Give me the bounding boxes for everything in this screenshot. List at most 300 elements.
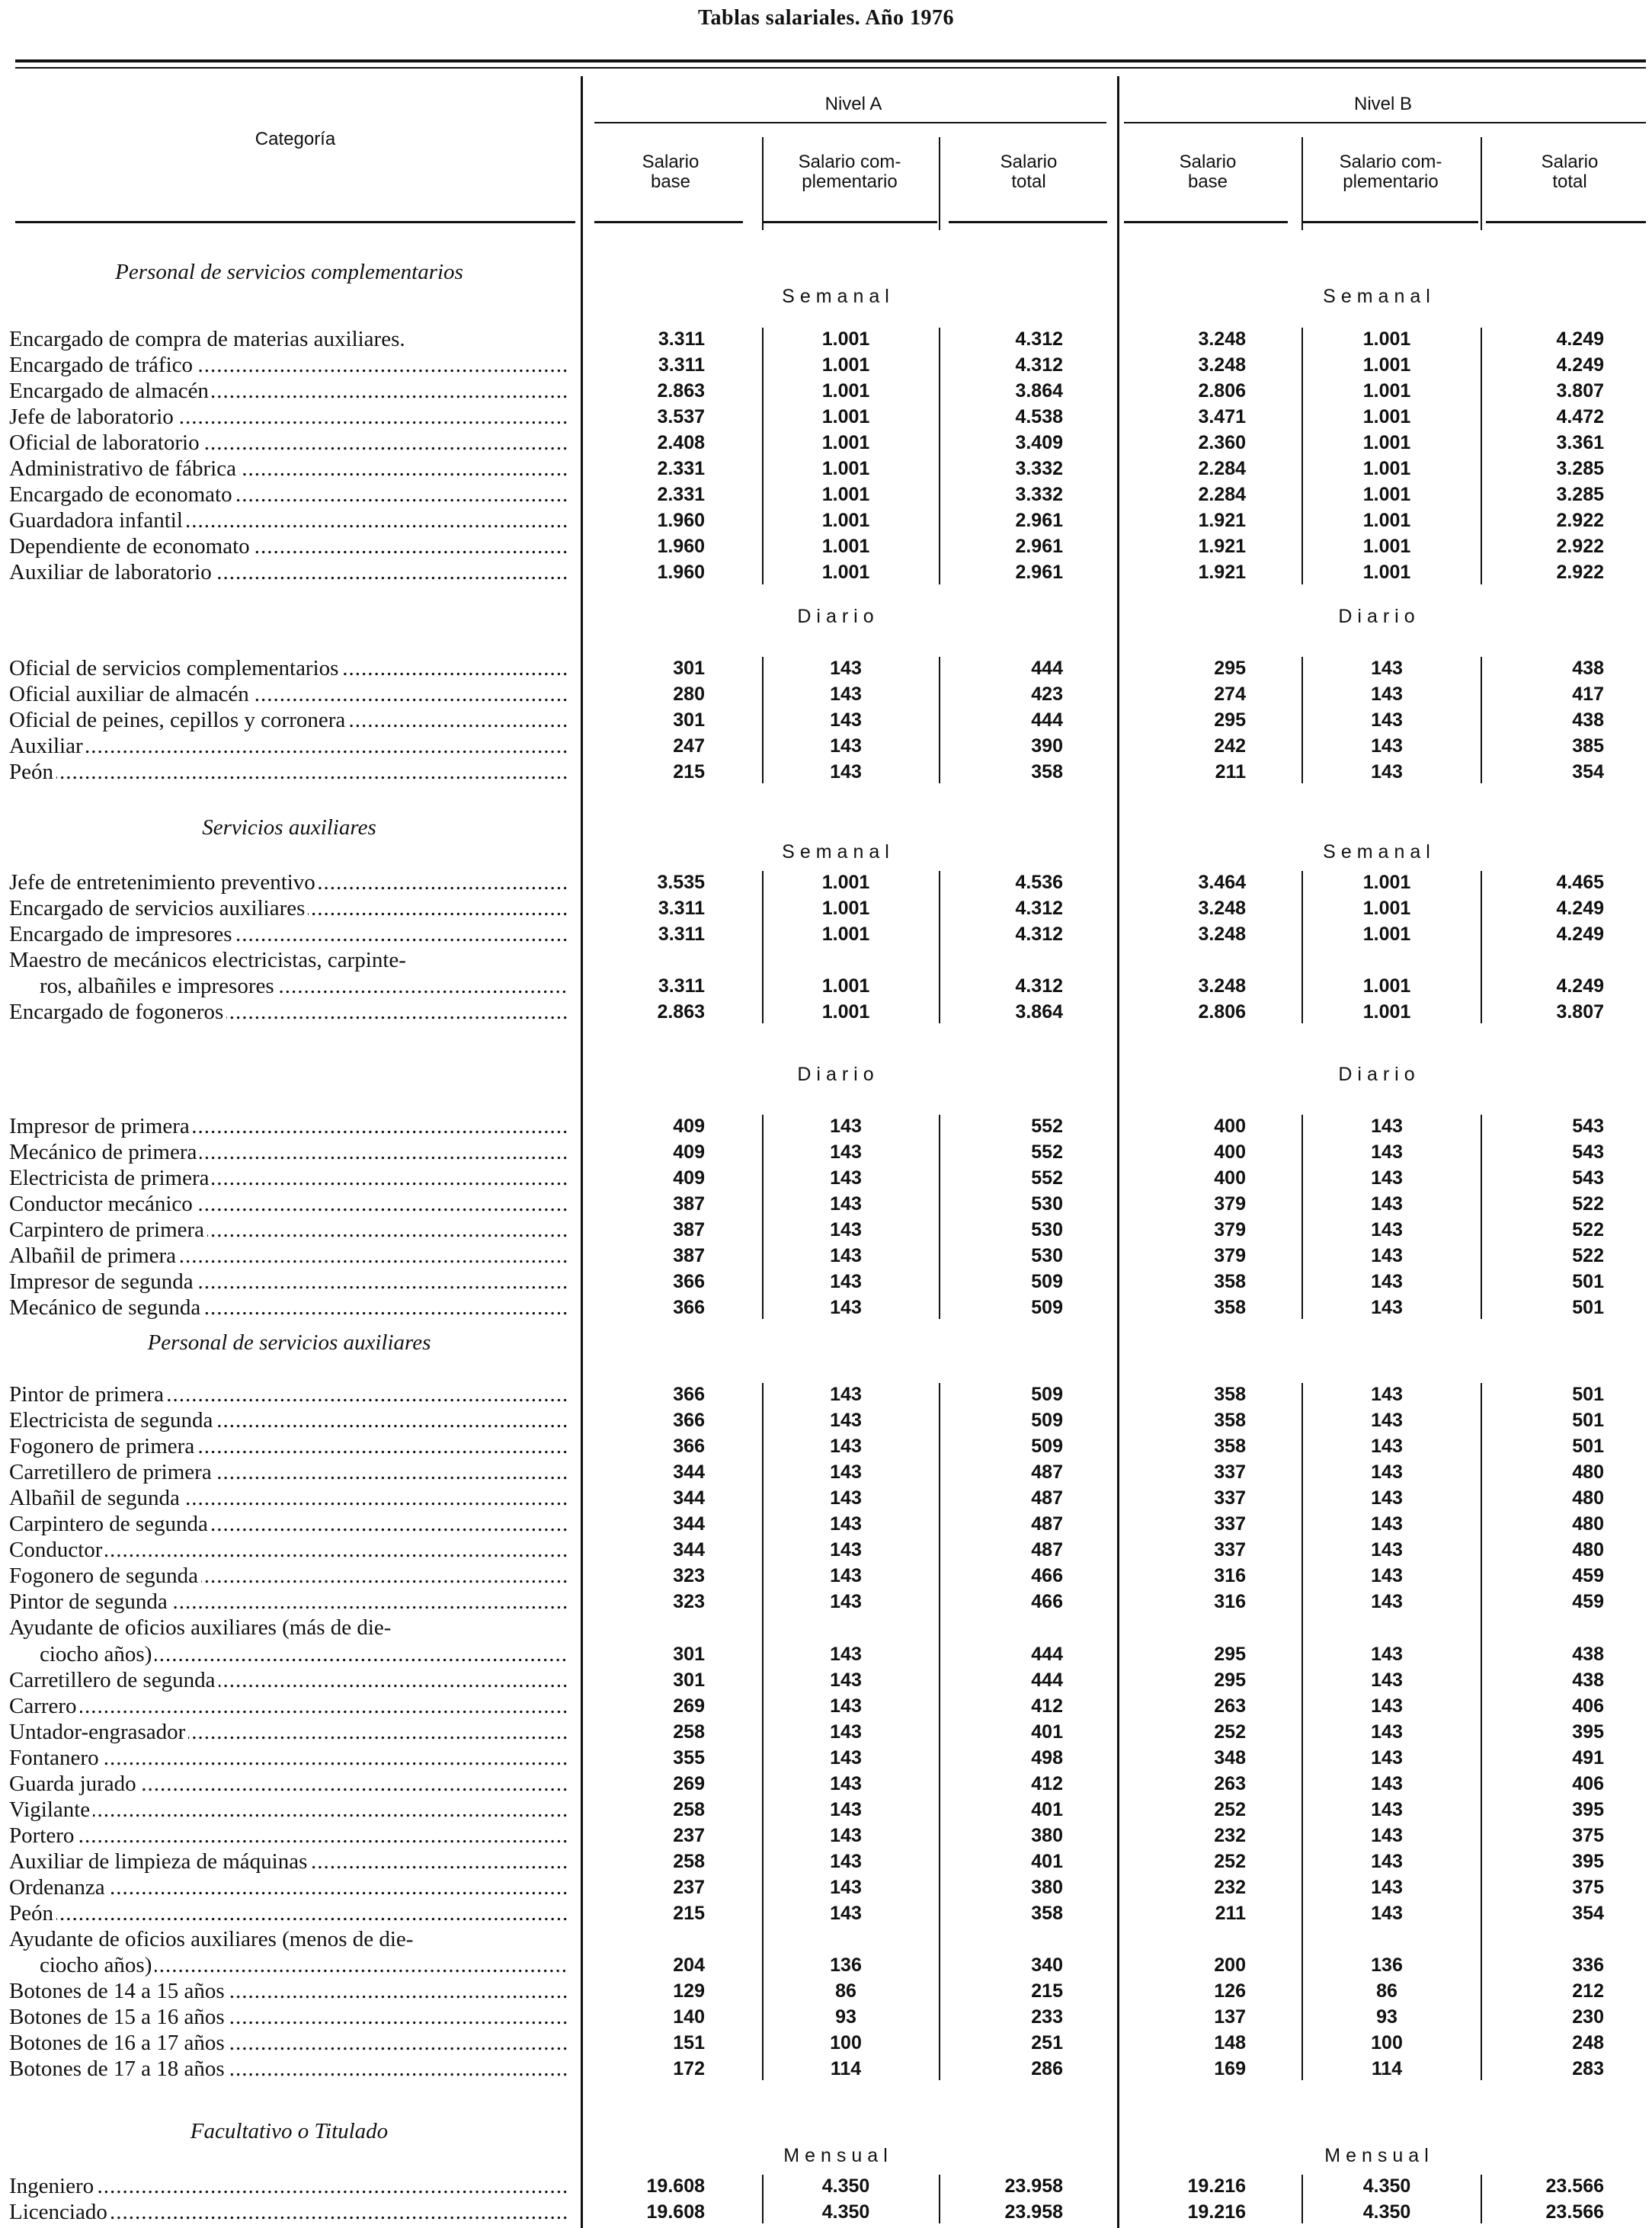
nivel-a-base-value: 301 xyxy=(673,658,705,679)
nivel-a-complementario-value: 1.001 xyxy=(821,898,870,920)
nivel-a-total-value: 2.961 xyxy=(1015,536,1063,558)
column-divider xyxy=(939,1115,940,1319)
nivel-b-total-value: 3.285 xyxy=(1556,458,1604,480)
category-label: Carretillero de segunda xyxy=(9,1668,219,1692)
nivel-b-base-value: 252 xyxy=(1214,1850,1246,1872)
table-row xyxy=(0,1745,1652,1771)
nivel-a-complementario-value: 1.001 xyxy=(821,924,870,946)
nivel-b-total-value: 491 xyxy=(1572,1746,1604,1769)
category-label: Auxiliar de limpieza de máquinas xyxy=(9,1849,310,1874)
table-row xyxy=(0,895,1652,921)
category-label: Fogonero de primera xyxy=(9,1434,197,1458)
nivel-a-base-value: 237 xyxy=(673,1824,705,1846)
nivel-b-complementario-value: 143 xyxy=(1371,1487,1403,1509)
nivel-b-total-value: 459 xyxy=(1572,1565,1604,1587)
table-row xyxy=(0,1926,1652,1952)
category-label: Mecánico de segunda xyxy=(9,1295,203,1320)
nivel-b-complementario-value: 1.001 xyxy=(1362,432,1411,454)
nivel-b-total-value: 3.285 xyxy=(1556,484,1604,506)
nivel-b-complementario-value: 143 xyxy=(1371,1772,1403,1794)
category-cell xyxy=(9,921,569,947)
header-bottom-rule xyxy=(1303,221,1478,223)
nivel-a-base-value: 323 xyxy=(673,1591,705,1613)
nivel-a-complementario-value: 4.350 xyxy=(821,2201,870,2223)
nivel-a-base-value: 301 xyxy=(673,1669,705,1691)
header-col-divider xyxy=(1481,137,1482,230)
nivel-a-total-value: 390 xyxy=(1031,735,1063,757)
nivel-b-base-value: 263 xyxy=(1214,1695,1246,1717)
nivel-b-total-value: 375 xyxy=(1572,1824,1604,1846)
header-bottom-rule xyxy=(15,221,575,223)
nivel-b-total-value: 417 xyxy=(1572,683,1604,706)
nivel-b-total-value: 438 xyxy=(1572,1643,1604,1665)
table-row xyxy=(0,2173,1652,2199)
category-cell xyxy=(9,681,569,707)
nivel-b-base-value: 263 xyxy=(1214,1772,1246,1794)
period-label-nivel-b: Mensual xyxy=(1324,2145,1434,2166)
category-cell xyxy=(9,1459,569,1485)
category-label: Fogonero de segunda xyxy=(9,1564,201,1588)
nivel-b-complementario-value: 143 xyxy=(1371,1245,1403,1267)
header-a-complementario: Salario com- plementario xyxy=(798,152,901,192)
table-row xyxy=(0,1771,1652,1797)
nivel-a-base-value: 344 xyxy=(673,1461,705,1484)
nivel-a-complementario-value: 143 xyxy=(830,683,862,706)
nivel-b-complementario-value: 143 xyxy=(1371,1850,1403,1872)
column-divider xyxy=(939,328,940,584)
category-cell xyxy=(9,1433,569,1459)
nivel-b-complementario-value: 143 xyxy=(1371,1591,1403,1613)
top-rule xyxy=(15,59,1646,62)
nivel-b-complementario-value: 1.001 xyxy=(1362,872,1411,893)
nivel-b-complementario-value: 143 xyxy=(1371,1876,1403,1898)
nivel-a-complementario-value: 143 xyxy=(830,1876,862,1898)
section-title: Servicios auxiliares xyxy=(202,815,376,840)
nivel-b-total-value: 406 xyxy=(1572,1772,1604,1794)
category-label: Botones de 15 a 16 años xyxy=(9,2005,228,2029)
category-cell xyxy=(9,1381,569,1407)
section-title: Personal de servicios complementarios xyxy=(115,260,463,284)
nivel-b-complementario-value: 1.001 xyxy=(1362,1001,1411,1023)
nivel-a-complementario-value: 1.001 xyxy=(821,328,870,350)
nivel-a-complementario-value: 93 xyxy=(835,2006,856,2028)
nivel-a-complementario-value: 1.001 xyxy=(821,536,870,558)
page-title: Tablas salariales. Año 1976 xyxy=(697,6,955,30)
nivel-a-base-value: 3.537 xyxy=(657,406,705,428)
table-row xyxy=(0,1269,1652,1295)
nivel-b-total-value: 283 xyxy=(1572,2058,1604,2080)
nivel-a-base-value: 2.331 xyxy=(657,484,705,506)
nivel-b-base-value: 3.464 xyxy=(1198,872,1246,893)
column-divider xyxy=(1301,2175,1303,2223)
nivel-a-total-value: 233 xyxy=(1031,2006,1063,2028)
nivel-b-complementario-value: 114 xyxy=(1371,2058,1403,2080)
nivel-b-base-value: 126 xyxy=(1214,1980,1246,2002)
nivel-b-total-value: 438 xyxy=(1572,1669,1604,1691)
period-label-nivel-a: Mensual xyxy=(783,2145,893,2166)
nivel-b-complementario-value: 143 xyxy=(1371,658,1403,679)
nivel-b-base-value: 232 xyxy=(1214,1824,1246,1846)
table-row xyxy=(0,733,1652,759)
nivel-b-total-value: 4.249 xyxy=(1556,354,1604,376)
nivel-b-total-value: 543 xyxy=(1572,1141,1604,1164)
nivel-b-total-value: 501 xyxy=(1572,1271,1604,1293)
nivel-a-complementario-value: 143 xyxy=(830,1798,862,1820)
nivel-a-complementario-value: 100 xyxy=(830,2032,862,2054)
header-nivel-b: Nivel B xyxy=(1353,94,1413,114)
nivel-b-base-value: 295 xyxy=(1214,1643,1246,1665)
nivel-a-complementario-value: 143 xyxy=(830,1824,862,1846)
nivel-b-complementario-value: 143 xyxy=(1371,709,1403,731)
category-cell xyxy=(9,2056,569,2082)
nivel-b-total-value: 4.465 xyxy=(1556,872,1604,893)
table-row xyxy=(0,430,1652,456)
nivel-a-complementario-value: 1.001 xyxy=(821,562,870,584)
nivel-a-base-value: 280 xyxy=(673,683,705,706)
nivel-a-total-value: 530 xyxy=(1031,1219,1063,1241)
nivel-b-rule xyxy=(1124,122,1646,123)
category-label: Pintor de primera xyxy=(9,1382,167,1407)
nivel-a-base-value: 366 xyxy=(673,1271,705,1293)
category-label: Encargado de servicios auxiliares xyxy=(9,896,308,920)
category-label: Jefe de laboratorio xyxy=(9,405,177,429)
nivel-a-total-value: 2.961 xyxy=(1015,510,1063,532)
nivel-b-total-value: 543 xyxy=(1572,1116,1604,1137)
nivel-b-base-value: 169 xyxy=(1214,2058,1246,2080)
table-row xyxy=(0,326,1652,352)
nivel-b-total-value: 438 xyxy=(1572,658,1604,679)
category-cell xyxy=(9,2004,569,2030)
nivel-a-total-value: 466 xyxy=(1031,1565,1063,1587)
column-divider xyxy=(1481,1115,1482,1319)
nivel-a-base-value: 204 xyxy=(673,1954,705,1977)
category-label: Carretillero de primera xyxy=(9,1460,215,1484)
nivel-b-total-value: 501 xyxy=(1572,1297,1604,1319)
nivel-a-base-value: 3.311 xyxy=(658,354,705,376)
nivel-a-base-value: 215 xyxy=(673,1903,705,1924)
nivel-b-total-value: 354 xyxy=(1572,761,1604,783)
table-row xyxy=(0,869,1652,895)
column-divider xyxy=(1481,328,1482,584)
nivel-a-total-value: 3.864 xyxy=(1015,1001,1063,1023)
nivel-a-total-value: 509 xyxy=(1031,1297,1063,1319)
category-label: Carrero xyxy=(9,1694,80,1718)
category-label: Vigilante xyxy=(9,1797,93,1822)
category-cell xyxy=(9,707,569,733)
nivel-b-base-value: 274 xyxy=(1214,683,1246,706)
nivel-a-base-value: 3.311 xyxy=(658,924,705,946)
nivel-b-complementario-value: 1.001 xyxy=(1362,536,1411,558)
nivel-b-base-value: 316 xyxy=(1214,1591,1246,1613)
nivel-a-total-value: 3.864 xyxy=(1015,380,1063,402)
nivel-a-complementario-value: 143 xyxy=(830,1245,862,1267)
nivel-b-complementario-value: 143 xyxy=(1371,1271,1403,1293)
nivel-a-base-value: 366 xyxy=(673,1384,705,1405)
category-label: Encargado de impresores xyxy=(9,922,235,946)
category-cell xyxy=(9,2173,569,2199)
category-label: Impresor de segunda xyxy=(9,1269,197,1294)
nivel-a-complementario-value: 143 xyxy=(830,1746,862,1769)
nivel-a-total-value: 3.332 xyxy=(1015,484,1063,506)
table-row xyxy=(0,947,1652,973)
nivel-b-base-value: 337 xyxy=(1214,1461,1246,1484)
category-label: Encargado de almacén xyxy=(9,379,212,403)
nivel-b-base-value: 3.471 xyxy=(1198,406,1246,428)
category-label: Ayudante de oficios auxiliares (menos de die- xyxy=(9,1927,416,1951)
nivel-a-complementario-value: 1.001 xyxy=(821,380,870,402)
nivel-b-total-value: 395 xyxy=(1572,1721,1604,1743)
nivel-b-total-value: 230 xyxy=(1572,2006,1604,2028)
nivel-a-complementario-value: 1.001 xyxy=(821,354,870,376)
nivel-a-complementario-value: 143 xyxy=(830,1669,862,1691)
nivel-a-total-value: 444 xyxy=(1031,709,1063,731)
section-title: Personal de servicios auxiliares xyxy=(147,1330,431,1355)
category-label: Albañil de segunda xyxy=(9,1486,183,1510)
nivel-a-total-value: 509 xyxy=(1031,1436,1063,1458)
nivel-b-base-value: 400 xyxy=(1214,1116,1246,1137)
period-label-nivel-a: Diario xyxy=(797,1064,879,1085)
category-cell xyxy=(9,1926,569,1952)
nivel-b-base-value: 19.216 xyxy=(1187,2175,1246,2197)
nivel-a-total-value: 466 xyxy=(1031,1591,1063,1613)
category-cell xyxy=(9,1407,569,1433)
nivel-a-complementario-value: 143 xyxy=(830,1297,862,1319)
nivel-a-complementario-value: 143 xyxy=(830,1565,862,1587)
nivel-b-complementario-value: 4.350 xyxy=(1362,2175,1411,2197)
table-row xyxy=(0,1485,1652,1511)
category-cell xyxy=(9,2199,569,2225)
header-bottom-rule xyxy=(1486,221,1646,223)
table-row xyxy=(0,1900,1652,1926)
nivel-b-complementario-value: 143 xyxy=(1371,1669,1403,1691)
nivel-a-total-value: 487 xyxy=(1031,1539,1063,1561)
table-row xyxy=(0,533,1652,559)
nivel-a-base-value: 3.311 xyxy=(658,328,705,350)
nivel-a-complementario-value: 143 xyxy=(830,1193,862,1215)
nivel-b-complementario-value: 93 xyxy=(1376,2006,1397,2028)
category-label: Untador-engrasador xyxy=(9,1720,188,1744)
category-cell xyxy=(9,1537,569,1563)
table-row xyxy=(0,1537,1652,1563)
nivel-a-total-value: 2.961 xyxy=(1015,562,1063,584)
table-row xyxy=(0,655,1652,681)
nivel-a-total-value: 530 xyxy=(1031,1245,1063,1267)
nivel-b-complementario-value: 1.001 xyxy=(1362,484,1411,506)
nivel-b-total-value: 480 xyxy=(1572,1487,1604,1509)
period-label-nivel-a: Diario xyxy=(797,606,879,627)
column-divider xyxy=(762,328,764,584)
nivel-a-total-value: 4.312 xyxy=(1015,975,1063,997)
header-a-base: Salario base xyxy=(642,152,700,192)
nivel-b-complementario-value: 86 xyxy=(1376,1980,1397,2002)
nivel-a-total-value: 509 xyxy=(1031,1410,1063,1432)
category-label: Carpintero de segunda xyxy=(9,1512,211,1536)
nivel-b-complementario-value: 136 xyxy=(1371,1954,1403,1977)
column-divider xyxy=(1481,1383,1482,2080)
category-cell xyxy=(9,1667,569,1693)
nivel-a-complementario-value: 143 xyxy=(830,1461,862,1484)
nivel-b-total-value: 3.807 xyxy=(1556,380,1604,402)
nivel-a-complementario-value: 143 xyxy=(830,1271,862,1293)
table-row xyxy=(0,1243,1652,1269)
nivel-b-complementario-value: 143 xyxy=(1371,761,1403,783)
nivel-b-total-value: 501 xyxy=(1572,1410,1604,1432)
nivel-b-total-value: 4.472 xyxy=(1556,406,1604,428)
category-cell xyxy=(9,533,569,559)
nivel-a-total-value: 380 xyxy=(1031,1876,1063,1898)
nivel-b-complementario-value: 143 xyxy=(1371,1116,1403,1137)
column-divider xyxy=(762,1383,764,2080)
nivel-b-complementario-value: 1.001 xyxy=(1362,380,1411,402)
nivel-b-complementario-value: 1.001 xyxy=(1362,406,1411,428)
nivel-b-base-value: 1.921 xyxy=(1198,536,1246,558)
nivel-a-base-value: 3.311 xyxy=(658,898,705,920)
category-cell xyxy=(9,1823,569,1849)
category-cell xyxy=(9,1719,569,1745)
header-bottom-rule xyxy=(949,221,1107,223)
category-label: Fontanero xyxy=(9,1746,102,1770)
table-row xyxy=(0,2199,1652,2225)
category-cell xyxy=(40,1641,569,1667)
nivel-b-complementario-value: 143 xyxy=(1371,1903,1403,1924)
nivel-b-base-value: 252 xyxy=(1214,1721,1246,1743)
category-label: Electricista de primera xyxy=(9,1166,212,1190)
nivel-b-complementario-value: 143 xyxy=(1371,1167,1403,1189)
nivel-b-complementario-value: 1.001 xyxy=(1362,458,1411,480)
nivel-a-total-value: 4.536 xyxy=(1015,872,1063,893)
nivel-b-total-value: 2.922 xyxy=(1556,510,1604,532)
column-divider xyxy=(939,2175,940,2223)
category-label: Botones de 17 a 18 años xyxy=(9,2057,228,2081)
category-label: Oficial de servicios complementarios xyxy=(9,656,341,680)
category-label: Oficial auxiliar de almacén xyxy=(9,682,252,706)
category-label: Botones de 16 a 17 años xyxy=(9,2031,228,2055)
nivel-a-total-value: 3.332 xyxy=(1015,458,1063,480)
nivel-a-base-value: 140 xyxy=(673,2006,705,2028)
table-row xyxy=(0,1165,1652,1191)
nivel-a-complementario-value: 143 xyxy=(830,1721,862,1743)
category-cell xyxy=(9,1874,569,1900)
nivel-a-base-value: 366 xyxy=(673,1410,705,1432)
nivel-a-base-value: 366 xyxy=(673,1436,705,1458)
nivel-a-complementario-value: 143 xyxy=(830,1513,862,1535)
header-col-divider xyxy=(939,137,940,230)
nivel-a-base-value: 409 xyxy=(673,1141,705,1164)
nivel-a-complementario-value: 143 xyxy=(830,1539,862,1561)
category-label: Maestro de mecánicos electricistas, carpinte- xyxy=(9,948,409,972)
period-label-nivel-b: Diario xyxy=(1338,1064,1420,1085)
category-cell xyxy=(9,352,569,378)
category-label: Administrativo de fábrica xyxy=(9,456,239,481)
nivel-b-base-value: 295 xyxy=(1214,658,1246,679)
nivel-a-base-value: 323 xyxy=(673,1565,705,1587)
nivel-b-complementario-value: 143 xyxy=(1371,1436,1403,1458)
nivel-a-total-value: 552 xyxy=(1031,1167,1063,1189)
nivel-a-complementario-value: 143 xyxy=(830,1643,862,1665)
nivel-a-complementario-value: 143 xyxy=(830,735,862,757)
table-row xyxy=(0,921,1652,947)
nivel-b-total-value: 3.361 xyxy=(1556,432,1604,454)
category-cell xyxy=(9,947,569,973)
nivel-a-base-value: 409 xyxy=(673,1167,705,1189)
table-row xyxy=(0,1978,1652,2004)
nivel-b-total-value: 438 xyxy=(1572,709,1604,731)
nivel-a-total-value: 215 xyxy=(1031,1980,1063,2002)
nivel-a-total-value: 423 xyxy=(1031,683,1063,706)
category-cell xyxy=(9,559,569,585)
nivel-b-complementario-value: 143 xyxy=(1371,1141,1403,1164)
nivel-b-base-value: 348 xyxy=(1214,1746,1246,1769)
nivel-b-total-value: 4.249 xyxy=(1556,924,1604,946)
nivel-b-base-value: 400 xyxy=(1214,1167,1246,1189)
column-divider xyxy=(1481,657,1482,783)
table-row xyxy=(0,1381,1652,1407)
header-categoria: Categoría xyxy=(255,129,336,149)
header-col-divider xyxy=(762,137,764,230)
category-label: Albañil de primera xyxy=(9,1244,179,1268)
nivel-b-total-value: 212 xyxy=(1572,1980,1604,2002)
nivel-b-total-value: 543 xyxy=(1572,1167,1604,1189)
nivel-b-complementario-value: 143 xyxy=(1371,1384,1403,1405)
table-row xyxy=(0,352,1652,378)
nivel-a-total-value: 552 xyxy=(1031,1141,1063,1164)
table-row xyxy=(0,681,1652,707)
header-bottom-rule xyxy=(594,221,743,223)
nivel-b-base-value: 2.360 xyxy=(1198,432,1246,454)
table-row xyxy=(0,1459,1652,1485)
nivel-a-total-value: 487 xyxy=(1031,1487,1063,1509)
nivel-b-base-value: 400 xyxy=(1214,1141,1246,1164)
category-cell xyxy=(9,2030,569,2056)
nivel-b-base-value: 2.284 xyxy=(1198,484,1246,506)
nivel-b-complementario-value: 143 xyxy=(1371,1721,1403,1743)
nivel-b-complementario-value: 143 xyxy=(1371,1565,1403,1587)
category-label: ros, albañiles e impresores xyxy=(40,974,277,998)
nivel-a-base-value: 301 xyxy=(673,709,705,731)
table-row xyxy=(0,759,1652,785)
table-row xyxy=(0,378,1652,404)
nivel-a-complementario-value: 143 xyxy=(830,1436,862,1458)
nivel-a-base-value: 2.863 xyxy=(657,380,705,402)
nivel-b-base-value: 19.216 xyxy=(1187,2201,1246,2223)
nivel-a-total-value: 487 xyxy=(1031,1513,1063,1535)
nivel-b-base-value: 252 xyxy=(1214,1798,1246,1820)
category-cell xyxy=(9,482,569,507)
nivel-a-total-value: 509 xyxy=(1031,1384,1063,1405)
nivel-b-complementario-value: 100 xyxy=(1371,2032,1403,2054)
nivel-b-base-value: 337 xyxy=(1214,1539,1246,1561)
category-cell xyxy=(9,1615,569,1641)
nivel-a-complementario-value: 86 xyxy=(835,1980,856,2002)
nivel-a-total-value: 444 xyxy=(1031,1643,1063,1665)
nivel-b-base-value: 316 xyxy=(1214,1565,1246,1587)
category-cell xyxy=(9,404,569,430)
category-label: Auxiliar de laboratorio xyxy=(9,560,215,584)
nivel-a-base-value: 129 xyxy=(673,1980,705,2002)
nivel-a-total-value: 4.312 xyxy=(1015,924,1063,946)
nivel-b-complementario-value: 143 xyxy=(1371,683,1403,706)
table-row xyxy=(0,999,1652,1025)
category-label: Pintor de segunda xyxy=(9,1589,171,1614)
nivel-b-total-value: 4.249 xyxy=(1556,898,1604,920)
table-row xyxy=(0,1693,1652,1719)
nivel-b-base-value: 379 xyxy=(1214,1245,1246,1267)
category-cell xyxy=(9,1191,569,1217)
nivel-a-base-value: 344 xyxy=(673,1487,705,1509)
nivel-b-complementario-value: 143 xyxy=(1371,1643,1403,1665)
nivel-a-complementario-value: 1.001 xyxy=(821,458,870,480)
nivel-a-complementario-value: 143 xyxy=(830,1591,862,1613)
